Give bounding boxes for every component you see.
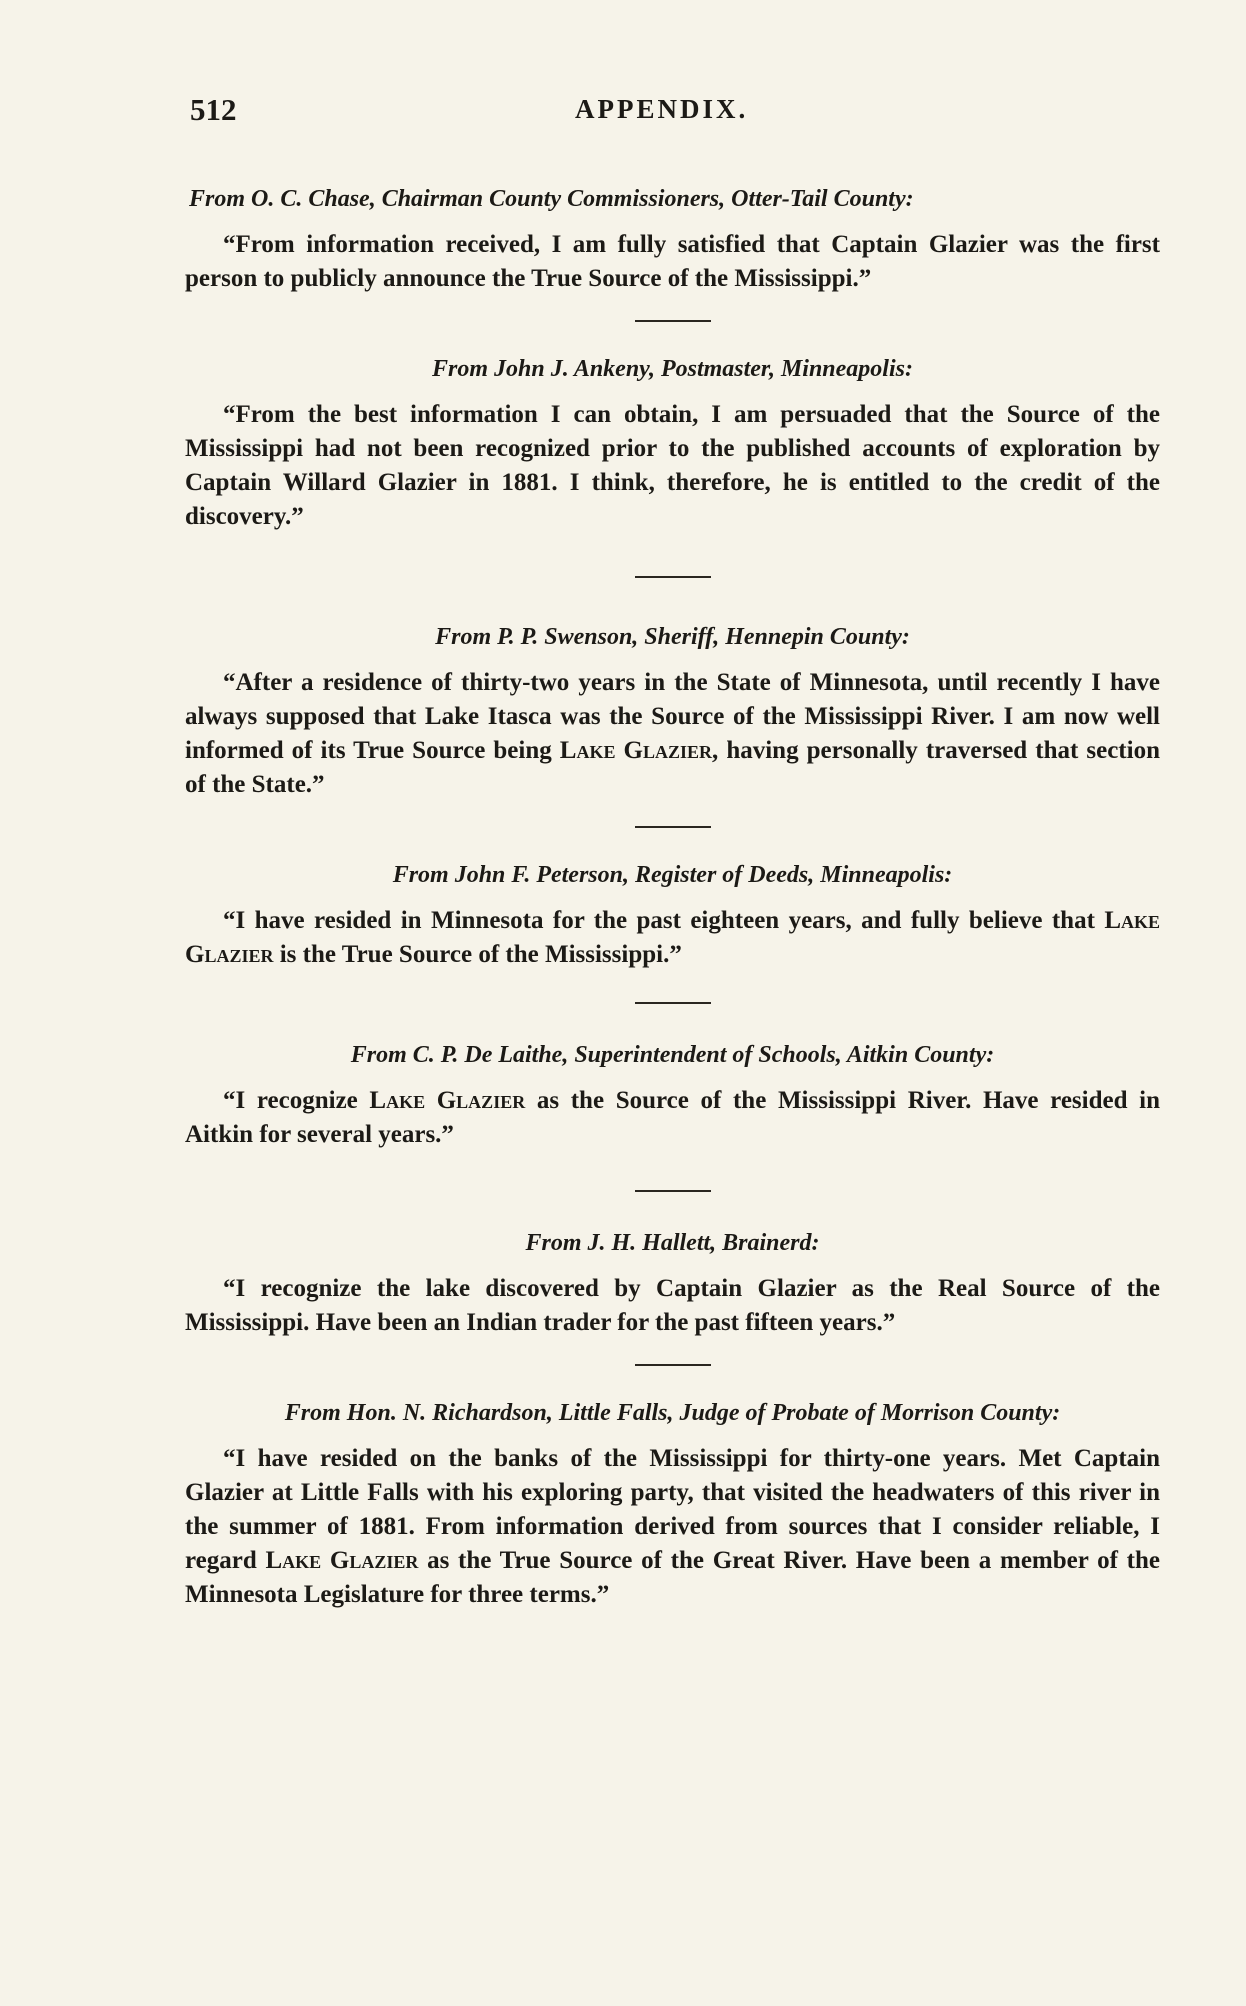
running-head bbox=[190, 92, 1158, 136]
attribution: From C. P. De Laithe, Superintendent of Schools, Aitkin County: bbox=[350, 1042, 995, 1068]
attribution: From P. P. Swenson, Sheriff, Hennepin County: bbox=[435, 624, 910, 650]
quote-text: , having personally traversed that section of the State.” bbox=[185, 737, 1160, 798]
separator-rule bbox=[635, 1364, 711, 1366]
quote-text: is the True Source of the Mississippi.” bbox=[273, 941, 682, 968]
attribution: From John J. Ankeny, Postmaster, Minneapolis: bbox=[432, 356, 913, 382]
attribution: From J. H. Hallett, Brainerd: bbox=[525, 1230, 820, 1256]
separator-rule bbox=[635, 1190, 711, 1192]
page-number: 512 bbox=[190, 92, 237, 127]
quote-text: “After a residence of thirty-two years in the State of Minnesota, until recently I have always supposed that Lake Itasca was the Source of the Mississippi River. I am now well informed of its True Source being bbox=[185, 669, 1160, 764]
testimonial-de-laithe bbox=[185, 1038, 1160, 1152]
separator-rule bbox=[635, 320, 711, 322]
quote bbox=[185, 904, 1160, 972]
attribution: From John F. Peterson, Register of Deeds, Minneapolis: bbox=[392, 862, 953, 888]
lake-glazier-smallcaps: Lake Glazier bbox=[185, 907, 1160, 968]
lake-glazier-smallcaps: Lake Glazier bbox=[369, 1087, 526, 1114]
quote: “From information received, I am fully satisfied that Captain Glazier was the first person to publicly announce the True Source of the Mississippi.” bbox=[185, 231, 1160, 292]
quote bbox=[185, 1084, 1160, 1152]
quote bbox=[185, 1442, 1160, 1612]
quote bbox=[185, 666, 1160, 802]
testimonial-richardson bbox=[185, 1396, 1160, 1612]
testimonial-ankeny bbox=[185, 352, 1160, 534]
quote: “From the best information I can obtain, I am persuaded that the Source of the Mississippi had not been recognized prior to the published accounts of exploration by Captain Willard Glazier in 1881. I think, therefore, he is entitled to the credit of the discovery.” bbox=[185, 401, 1160, 530]
testimonial-peterson bbox=[185, 858, 1160, 972]
separator-rule bbox=[635, 576, 711, 578]
attribution: From Hon. N. Richardson, Little Falls, Judge of Probate of Morrison County: bbox=[284, 1400, 1061, 1426]
quote: “I recognize the lake discovered by Captain Glazier as the Real Source of the Mississippi. Have been an Indian trader for the past fifteen years.” bbox=[185, 1275, 1160, 1336]
quote-text: as the True Source of the Great River. Have been a member of the Minnesota Legislature for three terms.” bbox=[185, 1547, 1160, 1608]
testimonial-chase bbox=[185, 182, 1160, 296]
quote-text: “I recognize bbox=[223, 1087, 370, 1114]
testimonials bbox=[185, 182, 1160, 1612]
separator-rule bbox=[635, 826, 711, 828]
testimonial-hallett bbox=[185, 1226, 1160, 1340]
quote-text: “I have resided on the banks of the Mississippi for thirty-one years. Met Captain Glazier at Little Falls with his exploring party, that visited the headwaters of this river in the summer of 1881. From information derived from sources that I consider reliable, I regard bbox=[185, 1445, 1160, 1574]
running-title: APPENDIX. bbox=[575, 94, 749, 124]
testimonial-swenson bbox=[185, 620, 1160, 802]
quote-text: as the Source of the Mississippi River. Have resided in Aitkin for several years.” bbox=[185, 1087, 1160, 1148]
separator-rule bbox=[635, 1002, 711, 1004]
lake-glazier-smallcaps: Lake Glazier bbox=[559, 737, 713, 764]
quote-text: “I have resided in Minnesota for the past eighteen years, and fully believe that bbox=[223, 907, 1105, 934]
lake-glazier-smallcaps: Lake Glazier bbox=[265, 1547, 419, 1574]
attribution: From O. C. Chase, Chairman County Commissioners, Otter-Tail County: bbox=[189, 186, 914, 212]
